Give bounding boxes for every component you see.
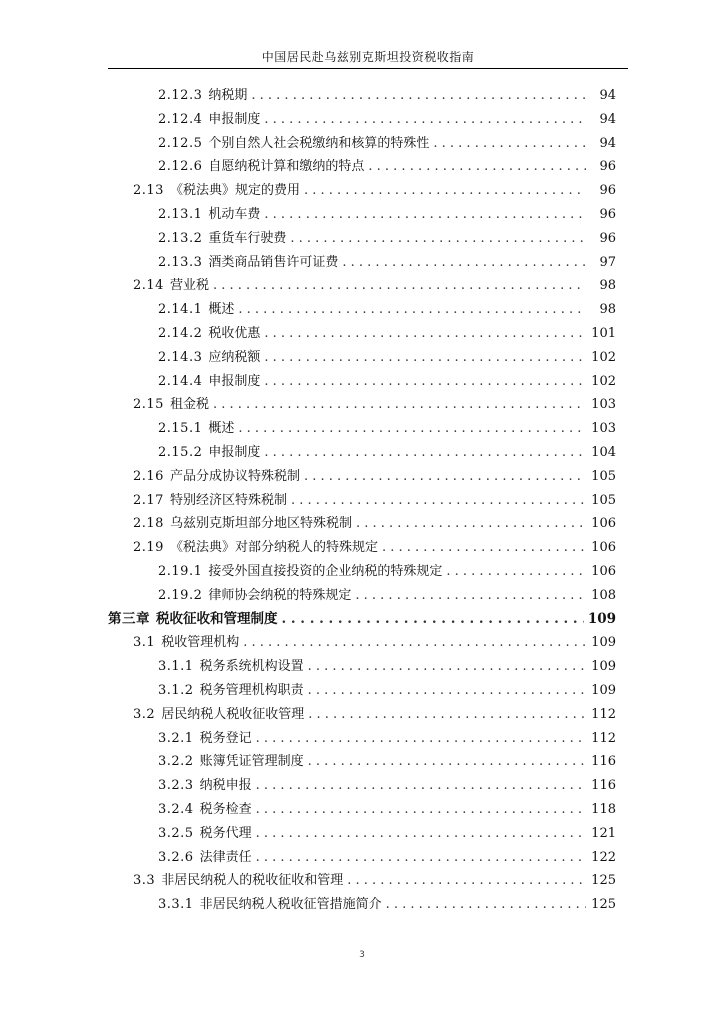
toc-entry[interactable] (108, 84, 616, 108)
toc-entry[interactable] (108, 703, 616, 727)
toc-leader-dots (264, 370, 586, 394)
toc-entry-title: 税收管理机构 (161, 635, 240, 651)
toc-entry-page: 102 (591, 373, 616, 389)
toc-entry-title: 非居民纳税人的税收征收和管理 (161, 873, 344, 889)
toc-entry[interactable] (108, 251, 616, 275)
toc-entry-page: 105 (591, 468, 616, 484)
toc-entry-page: 94 (599, 88, 616, 103)
toc-entry[interactable] (108, 608, 616, 632)
toc-entry-number: 2.14.2 (158, 325, 203, 341)
toc-entry-page: 104 (591, 444, 616, 460)
toc-entry[interactable] (108, 655, 616, 679)
toc-leader-dots (282, 608, 584, 632)
toc-entry-number: 2.13.2 (158, 230, 203, 246)
toc-entry[interactable] (108, 798, 616, 822)
toc-entry-number: 2.15 (133, 397, 164, 413)
toc-entry-title: 税收征收和管理制度 (156, 610, 278, 627)
toc-entry-number: 3.1 (133, 635, 156, 651)
toc-leader-dots (213, 393, 586, 417)
toc-leader-dots (256, 727, 586, 751)
toc-entry-title: 纳税申报 (199, 778, 252, 794)
toc-entry-number: 3.1.2 (158, 682, 194, 698)
toc-entry[interactable] (108, 227, 616, 251)
toc-entry-title: 税务检查 (199, 801, 252, 817)
toc-entry-page: 96 (599, 183, 616, 199)
toc-leader-dots (256, 798, 586, 822)
toc-leader-dots (251, 84, 586, 108)
toc-entry-number: 2.12.5 (158, 135, 203, 151)
toc-entry-number: 2.17 (133, 492, 164, 508)
toc-entry-number: 2.18 (133, 516, 164, 532)
toc-entry[interactable] (108, 893, 616, 917)
toc-entry[interactable] (108, 393, 616, 417)
toc-leader-dots (308, 750, 586, 774)
toc-entry-page: 106 (591, 540, 616, 556)
toc-entry-title: 法律责任 (199, 849, 252, 865)
toc-leader-dots (446, 560, 586, 584)
toc-entry[interactable] (108, 631, 616, 655)
toc-entry-page: 94 (599, 135, 616, 151)
toc-entry-page: 103 (591, 421, 616, 437)
toc-entry-title: 申报制度 (208, 444, 261, 460)
toc-entry-title: 个别自然人社会税缴纳和核算的特殊性 (208, 135, 430, 151)
toc-entry-number: 3.3 (133, 873, 156, 889)
toc-entry-page: 96 (599, 206, 616, 222)
toc-entry-title: 税务管理机构职责 (199, 682, 304, 698)
toc-entry-title: 申报制度 (208, 111, 261, 127)
toc-entry-page: 96 (599, 159, 616, 175)
toc-entry-page: 98 (599, 302, 616, 318)
toc-entry-number: 3.2.2 (158, 754, 194, 770)
toc-entry-number: 2.12.4 (158, 111, 203, 127)
toc-leader-dots (342, 251, 586, 275)
toc-entry-title: 乌兹别克斯坦部分地区特殊税制 (169, 516, 352, 532)
toc-entry-number: 2.14.1 (158, 302, 203, 318)
toc-entry[interactable] (108, 179, 616, 203)
toc-entry-number: 2.13.3 (158, 254, 203, 270)
table-of-contents (108, 84, 616, 917)
toc-entry-title: 概述 (208, 421, 235, 437)
toc-entry-number: 2.15.2 (158, 444, 203, 460)
toc-leader-dots (238, 417, 586, 441)
toc-leader-dots (213, 274, 586, 298)
toc-entry-number: 2.13.1 (158, 206, 203, 222)
toc-entry[interactable] (108, 108, 616, 132)
toc-leader-dots (256, 822, 586, 846)
toc-leader-dots (347, 869, 586, 893)
toc-leader-dots (256, 846, 586, 870)
toc-entry-number: 2.14.4 (158, 373, 203, 389)
toc-entry-title: 账簿凭证管理制度 (199, 754, 304, 770)
toc-entry-title: 特别经济区特殊税制 (169, 492, 287, 508)
toc-leader-dots (308, 703, 586, 727)
toc-entry[interactable] (108, 560, 616, 584)
running-header: 中国居民赴乌兹别克斯坦投资税收指南 (261, 50, 475, 64)
toc-entry-number: 2.13 (133, 183, 164, 199)
toc-entry[interactable] (108, 370, 616, 394)
toc-entry[interactable] (108, 489, 616, 513)
toc-leader-dots (290, 227, 586, 251)
toc-leader-dots (264, 203, 586, 227)
toc-leader-dots (264, 322, 586, 346)
toc-entry-page: 116 (591, 778, 616, 794)
toc-entry[interactable] (108, 727, 616, 751)
toc-entry-page: 106 (591, 516, 616, 532)
toc-entry-page: 103 (591, 397, 616, 413)
toc-entry-number: 2.14 (133, 278, 164, 294)
toc-entry[interactable] (108, 322, 616, 346)
toc-entry-page: 122 (591, 849, 616, 865)
toc-entry-title: 税务系统机构设置 (199, 659, 304, 675)
toc-entry[interactable] (108, 132, 616, 156)
toc-entry-number: 3.2.1 (158, 730, 194, 746)
toc-entry-page: 106 (591, 563, 616, 579)
toc-entry-number: 3.2.3 (158, 778, 194, 794)
toc-entry-title: 税务登记 (199, 730, 252, 746)
toc-entry-page: 98 (599, 278, 616, 294)
toc-entry-title: 产品分成协议特殊税制 (169, 468, 300, 484)
toc-entry-page: 125 (591, 897, 616, 913)
toc-entry-title: 概述 (208, 302, 235, 318)
toc-entry-page: 105 (591, 492, 616, 508)
toc-entry-number: 3.2.4 (158, 801, 194, 817)
toc-entry-page: 102 (591, 349, 616, 365)
toc-entry-page: 109 (587, 610, 616, 627)
toc-entry-title: 税务代理 (199, 825, 252, 841)
toc-leader-dots (243, 631, 586, 655)
toc-entry-number: 2.19.2 (158, 587, 203, 603)
toc-entry[interactable] (108, 679, 616, 703)
toc-leader-dots (304, 465, 586, 489)
toc-entry[interactable] (108, 155, 616, 179)
toc-leader-dots (433, 132, 586, 156)
toc-leader-dots (238, 298, 586, 322)
toc-entry[interactable] (108, 846, 616, 870)
toc-entry[interactable] (108, 536, 616, 560)
toc-entry-page: 121 (591, 825, 616, 841)
toc-leader-dots (308, 679, 586, 703)
toc-entry-number: 第三章 (108, 610, 150, 627)
toc-leader-dots (264, 108, 586, 132)
toc-entry-title: 《税法典》对部分纳税人的特殊规定 (169, 540, 378, 556)
toc-entry[interactable] (108, 750, 616, 774)
toc-leader-dots (386, 893, 586, 917)
toc-entry[interactable] (108, 774, 616, 798)
toc-entry[interactable] (108, 417, 616, 441)
toc-entry-number: 3.2.6 (158, 849, 194, 865)
toc-leader-dots (355, 584, 586, 608)
toc-entry-title: 税收优惠 (208, 325, 261, 341)
toc-entry-number: 2.19.1 (158, 563, 203, 579)
toc-entry[interactable] (108, 274, 616, 298)
header-rule (108, 68, 628, 69)
toc-entry-title: 机动车费 (208, 206, 261, 222)
toc-entry-page: 109 (591, 659, 616, 675)
toc-entry[interactable] (108, 346, 616, 370)
toc-entry[interactable] (108, 512, 616, 536)
toc-entry[interactable] (108, 298, 616, 322)
toc-entry[interactable] (108, 584, 616, 608)
toc-entry-page: 96 (599, 230, 616, 246)
toc-entry-title: 接受外国直接投资的企业纳税的特殊规定 (208, 563, 443, 579)
toc-leader-dots (368, 155, 586, 179)
toc-entry-title: 重货车行驶费 (208, 230, 287, 246)
toc-entry-title: 租金税 (169, 397, 209, 413)
toc-entry-title: 律师协会纳税的特殊规定 (208, 587, 352, 603)
toc-entry-page: 97 (599, 254, 616, 270)
toc-entry-page: 112 (591, 730, 616, 746)
toc-entry-title: 酒类商品销售许可证费 (208, 254, 339, 270)
page-number: 3 (359, 950, 365, 960)
toc-entry-page: 125 (591, 873, 616, 889)
toc-leader-dots (291, 489, 586, 513)
toc-entry-number: 2.19 (133, 540, 164, 556)
toc-leader-dots (264, 346, 586, 370)
toc-entry-title: 《税法典》规定的费用 (169, 183, 300, 199)
toc-entry-number: 3.2.5 (158, 825, 194, 841)
toc-entry-title: 应纳税额 (208, 349, 261, 365)
toc-entry-number: 2.12.6 (158, 159, 203, 175)
toc-entry-title: 营业税 (169, 278, 209, 294)
toc-entry-number: 2.14.3 (158, 349, 203, 365)
toc-entry[interactable] (108, 203, 616, 227)
toc-leader-dots (356, 512, 586, 536)
toc-entry-page: 112 (591, 706, 616, 722)
toc-entry-title: 纳税期 (208, 88, 248, 103)
toc-entry-number: 3.1.1 (158, 659, 194, 675)
toc-entry-number: 3.2 (133, 706, 156, 722)
toc-entry-number: 3.3.1 (158, 897, 194, 913)
toc-entry-page: 101 (591, 325, 616, 341)
toc-entry[interactable] (108, 441, 616, 465)
toc-entry-number: 2.12.3 (158, 88, 203, 103)
toc-entry-page: 118 (591, 801, 616, 817)
toc-entry-title: 申报制度 (208, 373, 261, 389)
toc-entry-title: 非居民纳税人税收征管措施简介 (199, 897, 382, 913)
toc-leader-dots (256, 774, 586, 798)
toc-leader-dots (304, 179, 586, 203)
toc-entry-number: 2.16 (133, 468, 164, 484)
toc-entry-page: 108 (591, 587, 616, 603)
toc-entry-page: 94 (599, 111, 616, 127)
toc-entry-title: 居民纳税人税收征收管理 (161, 706, 305, 722)
toc-leader-dots (308, 655, 586, 679)
toc-leader-dots (382, 536, 586, 560)
toc-entry[interactable] (108, 869, 616, 893)
toc-entry-number: 2.15.1 (158, 421, 203, 437)
toc-entry[interactable] (108, 822, 616, 846)
toc-leader-dots (264, 441, 586, 465)
toc-entry-page: 116 (591, 754, 616, 770)
toc-entry-page: 109 (591, 682, 616, 698)
toc-entry-page: 109 (591, 635, 616, 651)
toc-entry[interactable] (108, 465, 616, 489)
toc-entry-title: 自愿纳税计算和缴纳的特点 (208, 159, 365, 175)
